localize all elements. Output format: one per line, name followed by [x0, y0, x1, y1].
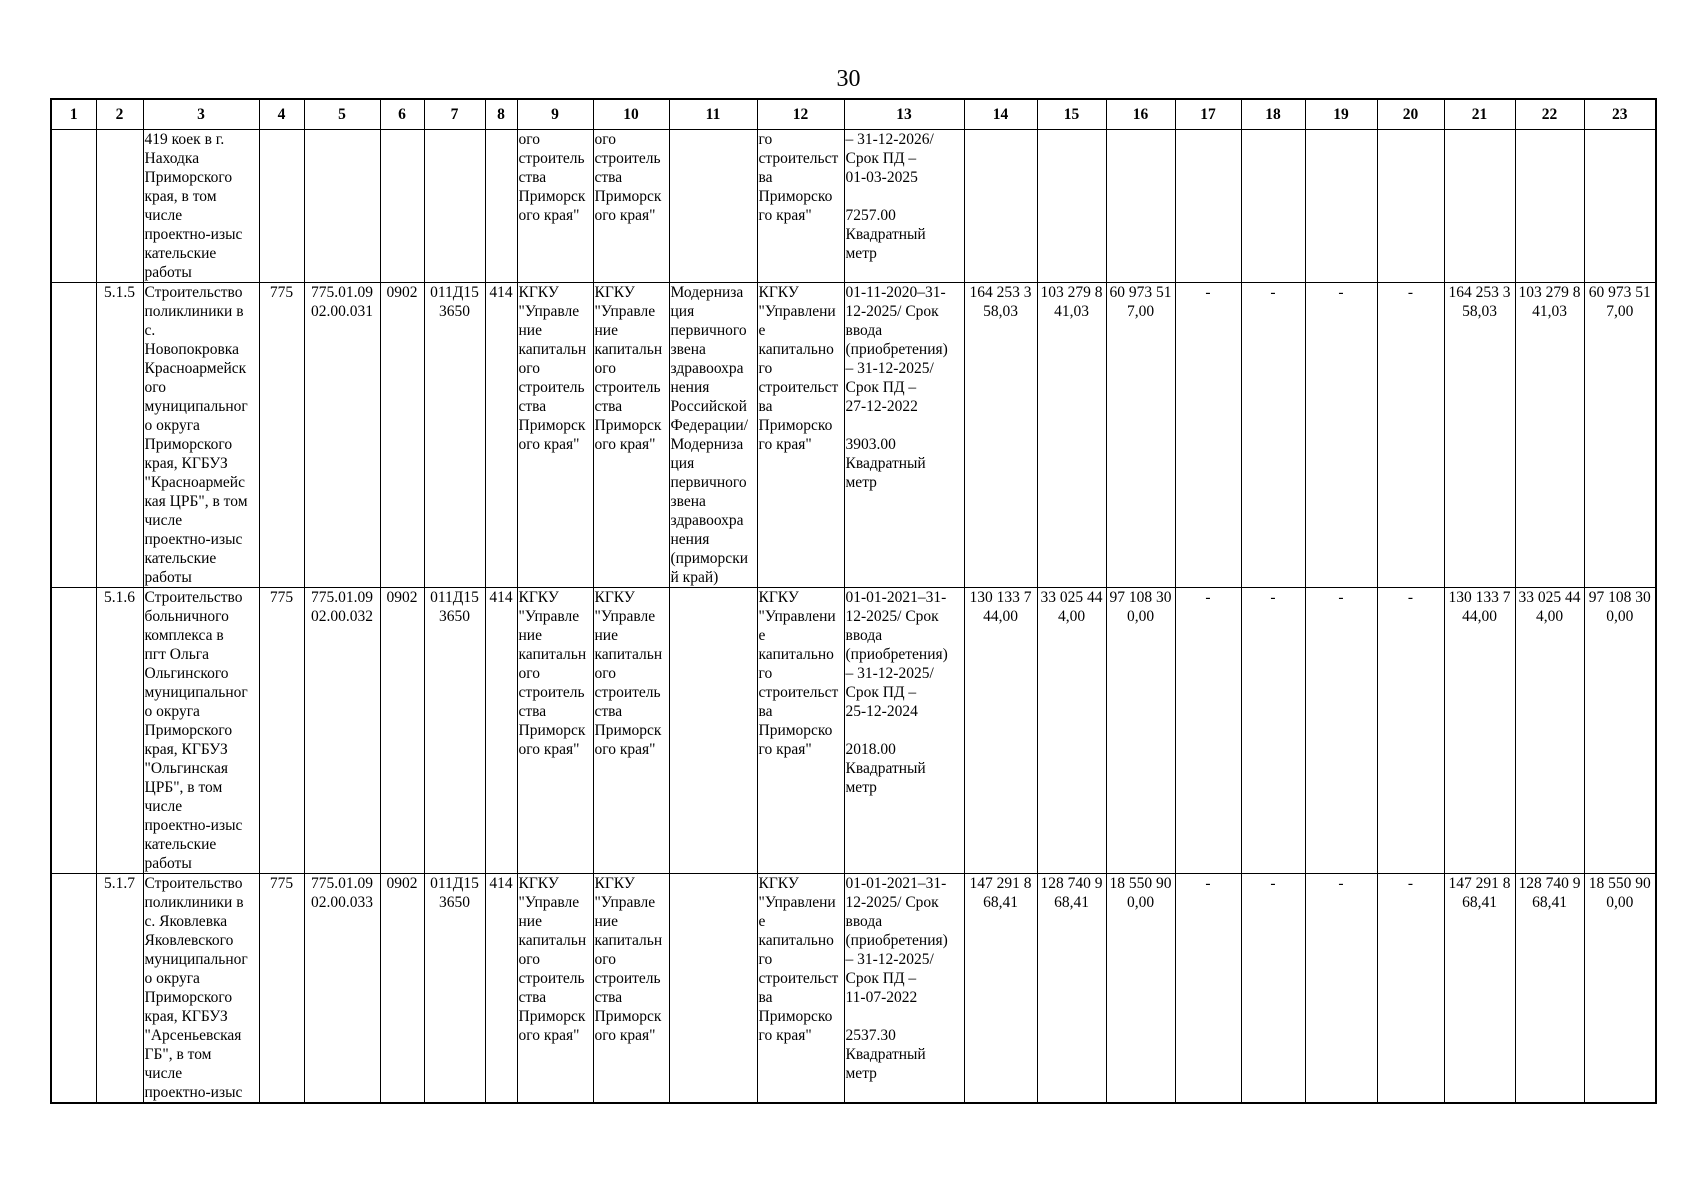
column-header-8: 8	[485, 99, 517, 130]
column-header-6: 6	[380, 99, 424, 130]
cell-col-8: 414	[485, 588, 517, 874]
cell-col-6: 0902	[380, 283, 424, 588]
column-header-15: 15	[1037, 99, 1106, 130]
cell-col-7: 011Д15 3650	[424, 588, 485, 874]
cell-col-5: 775.01.09 02.00.031	[304, 283, 380, 588]
cell-col-8	[485, 130, 517, 283]
cell-col-15	[1037, 130, 1106, 283]
cell-col-18: -	[1241, 283, 1305, 588]
cell-col-22: 33 025 44 4,00	[1515, 588, 1584, 874]
column-header-19: 19	[1305, 99, 1377, 130]
cell-col-13: 01-11-2020–31- 12-2025/ Срок ввода (приобретения) – 31-12-2025/ Срок ПД – 27-12-2022 3903.00 Квадратный метр	[844, 283, 964, 588]
cell-col-5: 775.01.09 02.00.033	[304, 874, 380, 1104]
column-header-3: 3	[143, 99, 259, 130]
cell-col-17: -	[1175, 283, 1241, 588]
cell-col-12: го строительст ва Приморско го края"	[757, 130, 844, 283]
column-header-21: 21	[1444, 99, 1515, 130]
cell-col-9: КГКУ "Управле ние капитальн ого строитель ства Приморск ого края"	[517, 874, 593, 1104]
cell-col-20	[1377, 130, 1444, 283]
cell-col-23: 60 973 51 7,00	[1584, 283, 1656, 588]
cell-col-3: 419 коек в г. Находка Приморского края, в том числе проектно-изыс кательские работы	[143, 130, 259, 283]
cell-col-13: 01-01-2021–31- 12-2025/ Срок ввода (приобретения) – 31-12-2025/ Срок ПД – 11-07-2022 2537.30 Квадратный метр	[844, 874, 964, 1104]
cell-col-23: 97 108 30 0,00	[1584, 588, 1656, 874]
cell-col-15: 33 025 44 4,00	[1037, 588, 1106, 874]
cell-col-12: КГКУ "Управлени е капитально го строительст ва Приморско го края"	[757, 874, 844, 1104]
header-row	[51, 99, 1656, 130]
cell-col-19: -	[1305, 283, 1377, 588]
column-header-13: 13	[844, 99, 964, 130]
cell-col-19: -	[1305, 874, 1377, 1104]
cell-col-19: -	[1305, 588, 1377, 874]
cell-col-20: -	[1377, 588, 1444, 874]
cell-col-16: 97 108 30 0,00	[1106, 588, 1175, 874]
cell-col-8: 414	[485, 283, 517, 588]
cell-col-3: Строительство больничного комплекса в пгт Ольга Ольгинского муниципальног о округа Приморского края, КГБУЗ "Ольгинская ЦРБ", в том числе проектно-изыс кательские работы	[143, 588, 259, 874]
cell-col-2: 5.1.7	[96, 874, 143, 1104]
cell-col-21: 164 253 3 58,03	[1444, 283, 1515, 588]
cell-col-17: -	[1175, 588, 1241, 874]
cell-col-12: КГКУ "Управлени е капитально го строительст ва Приморско го края"	[757, 283, 844, 588]
cell-col-10: ого строитель ства Приморск ого края"	[593, 130, 669, 283]
column-header-23: 23	[1584, 99, 1656, 130]
column-header-7: 7	[424, 99, 485, 130]
cell-col-2	[96, 130, 143, 283]
cell-col-19	[1305, 130, 1377, 283]
cell-col-13: 01-01-2021–31- 12-2025/ Срок ввода (приобретения) – 31-12-2025/ Срок ПД – 25-12-2024 2018.00 Квадратный метр	[844, 588, 964, 874]
table-row	[51, 283, 1656, 588]
cell-col-10: КГКУ "Управле ние капитальн ого строитель ства Приморск ого края"	[593, 588, 669, 874]
table-row	[51, 874, 1656, 1104]
cell-col-6: 0902	[380, 874, 424, 1104]
column-header-18: 18	[1241, 99, 1305, 130]
cell-col-18: -	[1241, 874, 1305, 1104]
cell-col-14: 147 291 8 68,41	[964, 874, 1037, 1104]
cell-col-4: 775	[259, 588, 304, 874]
cell-col-2: 5.1.6	[96, 588, 143, 874]
cell-col-6	[380, 130, 424, 283]
cell-col-4	[259, 130, 304, 283]
cell-col-22	[1515, 130, 1584, 283]
cell-col-10: КГКУ "Управле ние капитальн ого строитель ства Приморск ого края"	[593, 283, 669, 588]
cell-col-4: 775	[259, 874, 304, 1104]
table-body	[51, 130, 1656, 1104]
column-header-4: 4	[259, 99, 304, 130]
cell-col-8: 414	[485, 874, 517, 1104]
cell-col-2: 5.1.5	[96, 283, 143, 588]
cell-col-5	[304, 130, 380, 283]
cell-col-3: Строительство поликлиники в с. Новопокровка Красноармейск ого муниципальног о округа Приморского края, КГБУЗ "Красноармейс кая ЦРБ", в том числе проектно-изыс кательские работы	[143, 283, 259, 588]
cell-col-1	[51, 283, 96, 588]
cell-col-17: -	[1175, 874, 1241, 1104]
cell-col-20: -	[1377, 874, 1444, 1104]
cell-col-13: – 31-12-2026/ Срок ПД – 01-03-2025 7257.00 Квадратный метр	[844, 130, 964, 283]
column-header-2: 2	[96, 99, 143, 130]
cell-col-11	[669, 588, 757, 874]
cell-col-16: 18 550 90 0,00	[1106, 874, 1175, 1104]
table-row	[51, 588, 1656, 874]
cell-col-1	[51, 874, 96, 1104]
cell-col-9: КГКУ "Управле ние капитальн ого строитель ства Приморск ого края"	[517, 283, 593, 588]
cell-col-1	[51, 130, 96, 283]
cell-col-15: 128 740 9 68,41	[1037, 874, 1106, 1104]
cell-col-5: 775.01.09 02.00.032	[304, 588, 380, 874]
cell-col-23	[1584, 130, 1656, 283]
cell-col-7: 011Д15 3650	[424, 283, 485, 588]
column-header-10: 10	[593, 99, 669, 130]
cell-col-21	[1444, 130, 1515, 283]
cell-col-21: 130 133 7 44,00	[1444, 588, 1515, 874]
table-row	[51, 130, 1656, 283]
cell-col-15: 103 279 8 41,03	[1037, 283, 1106, 588]
cell-col-11	[669, 130, 757, 283]
cell-col-22: 128 740 9 68,41	[1515, 874, 1584, 1104]
column-header-1: 1	[51, 99, 96, 130]
column-header-16: 16	[1106, 99, 1175, 130]
cell-col-9: ого строитель ства Приморск ого края"	[517, 130, 593, 283]
cell-col-11: Модерниза ция первичного звена здравоохра нения Российской Федерации/ Модерниза ция первичного звена здравоохра нения (приморски й край)	[669, 283, 757, 588]
cell-col-7	[424, 130, 485, 283]
page-number: 30	[836, 66, 861, 92]
cell-col-10: КГКУ "Управле ние капитальн ого строитель ства Приморск ого края"	[593, 874, 669, 1104]
column-header-11: 11	[669, 99, 757, 130]
column-header-9: 9	[517, 99, 593, 130]
column-header-14: 14	[964, 99, 1037, 130]
cell-col-14: 164 253 3 58,03	[964, 283, 1037, 588]
cell-col-6: 0902	[380, 588, 424, 874]
column-header-5: 5	[304, 99, 380, 130]
cell-col-3: Строительство поликлиники в с. Яковлевка Яковлевского муниципальног о округа Приморского края, КГБУЗ "Арсеньевская ГБ", в том числе проектно-изыс	[143, 874, 259, 1104]
cell-col-1	[51, 588, 96, 874]
cell-col-4: 775	[259, 283, 304, 588]
cell-col-9: КГКУ "Управле ние капитальн ого строитель ства Приморск ого края"	[517, 588, 593, 874]
column-header-17: 17	[1175, 99, 1241, 130]
column-header-12: 12	[757, 99, 844, 130]
cell-col-11	[669, 874, 757, 1104]
cell-col-17	[1175, 130, 1241, 283]
budget-table	[50, 98, 1657, 1104]
cell-col-14	[964, 130, 1037, 283]
cell-col-14: 130 133 7 44,00	[964, 588, 1037, 874]
column-header-20: 20	[1377, 99, 1444, 130]
cell-col-20: -	[1377, 283, 1444, 588]
cell-col-16	[1106, 130, 1175, 283]
column-header-22: 22	[1515, 99, 1584, 130]
cell-col-7: 011Д15 3650	[424, 874, 485, 1104]
cell-col-21: 147 291 8 68,41	[1444, 874, 1515, 1104]
cell-col-18: -	[1241, 588, 1305, 874]
cell-col-16: 60 973 51 7,00	[1106, 283, 1175, 588]
cell-col-23: 18 550 90 0,00	[1584, 874, 1656, 1104]
cell-col-18	[1241, 130, 1305, 283]
cell-col-22: 103 279 8 41,03	[1515, 283, 1584, 588]
cell-col-12: КГКУ "Управлени е капитально го строительст ва Приморско го края"	[757, 588, 844, 874]
